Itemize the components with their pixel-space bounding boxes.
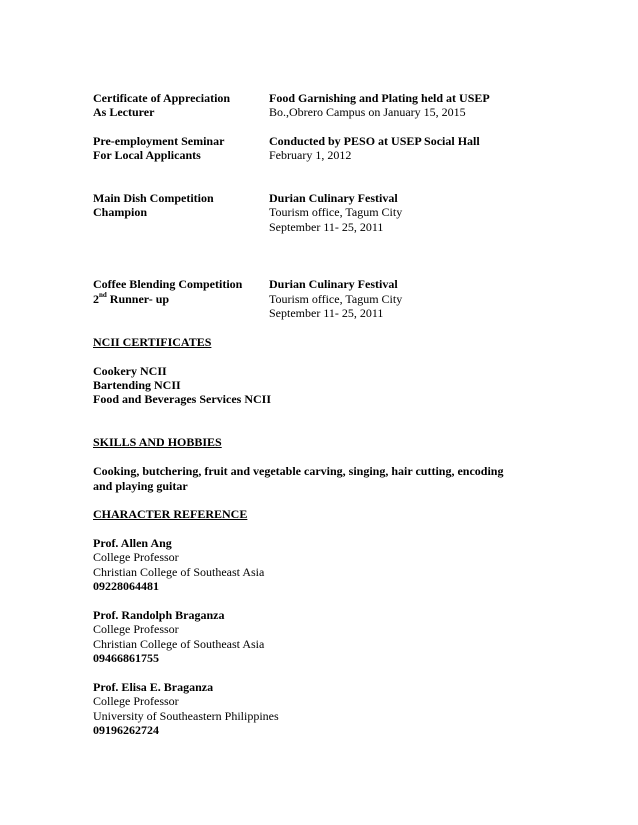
section-heading-skills: SKILLS AND HOBBIES (93, 435, 222, 449)
reference-position: College Professor (93, 694, 179, 708)
award-title: Main Dish Competition (93, 191, 214, 205)
nc-item: Cookery NCII (93, 364, 167, 378)
placement-number: 2 (93, 292, 99, 306)
award-detail: Bo.,Obrero Campus on January 15, 2015 (269, 105, 466, 119)
reference-name: Prof. Elisa E. Braganza (93, 680, 214, 694)
award-detail: September 11- 25, 2011 (269, 306, 384, 320)
skills-line: Cooking, butchering, fruit and vegetable carving, singing, hair cutting, encoding (93, 464, 504, 478)
reference-school: Christian College of Southeast Asia (93, 637, 265, 651)
reference-school: Christian College of Southeast Asia (93, 565, 265, 579)
reference-position: College Professor (93, 550, 179, 564)
reference-phone: 09466861755 (93, 651, 159, 665)
reference-phone: 09196262724 (93, 723, 159, 737)
award-event: Food Garnishing and Plating held at USEP (269, 91, 490, 105)
reference-position: College Professor (93, 622, 179, 636)
award-title: As Lecturer (93, 105, 155, 119)
award-title: Certificate of Appreciation (93, 91, 231, 105)
reference-phone: 09228064481 (93, 579, 159, 593)
placement-rest: Runner- up (106, 292, 170, 306)
award-detail: September 11- 25, 2011 (269, 220, 384, 234)
award-event: Durian Culinary Festival (269, 191, 398, 205)
reference-school: University of Southeastern Philippines (93, 709, 279, 723)
award-title: Coffee Blending Competition (93, 277, 243, 291)
section-heading-nc: NCII CERTIFICATES (93, 335, 212, 349)
placement-suffix: nd (99, 291, 107, 299)
award-title: Pre-employment Seminar (93, 134, 225, 148)
award-detail: February 1, 2012 (269, 148, 352, 162)
award-detail: Tourism office, Tagum City (269, 292, 403, 306)
award-title: For Local Applicants (93, 148, 201, 162)
nc-item: Food and Beverages Services NCII (93, 392, 271, 406)
award-event: Durian Culinary Festival (269, 277, 398, 291)
reference-name: Prof. Randolph Braganza (93, 608, 225, 622)
skills-line: and playing guitar (93, 479, 188, 493)
award-detail: Tourism office, Tagum City (269, 205, 403, 219)
reference-name: Prof. Allen Ang (93, 536, 172, 550)
nc-item: Bartending NCII (93, 378, 181, 392)
award-event: Conducted by PESO at USEP Social Hall (269, 134, 480, 148)
section-heading-references: CHARACTER REFERENCE (93, 507, 248, 521)
award-title: Champion (93, 205, 148, 219)
award-placement (93, 292, 169, 306)
